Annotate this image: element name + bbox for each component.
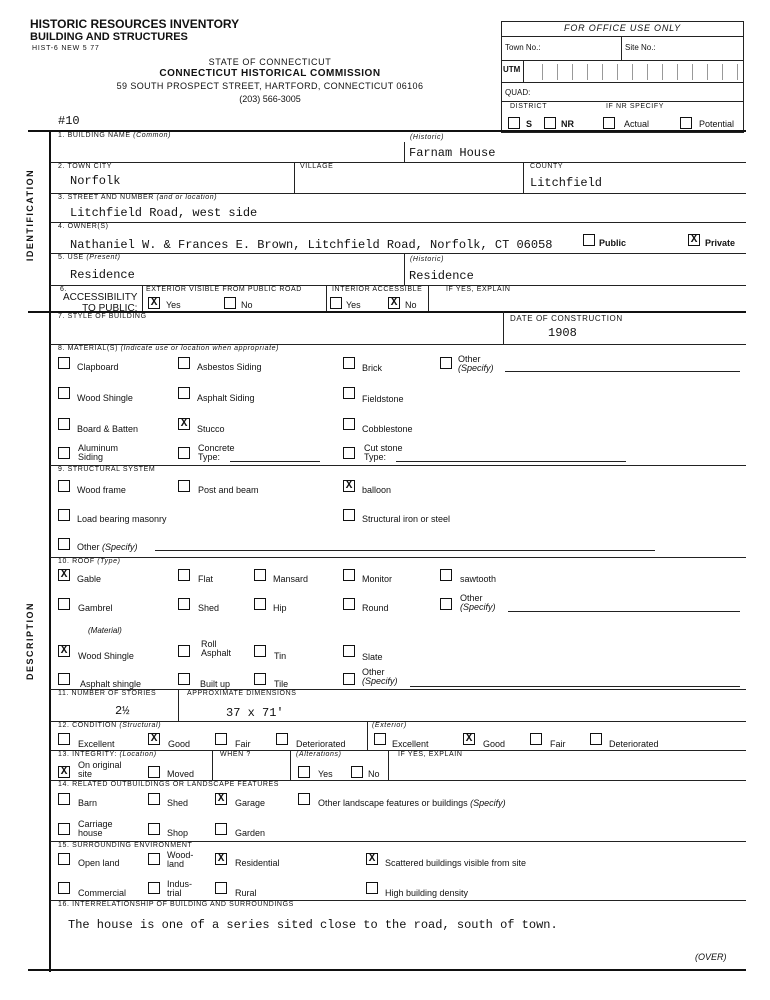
asphalt-shingle-label: Asphalt shingle — [80, 679, 142, 689]
shed-roof-checkbox[interactable] — [178, 598, 190, 610]
exterior-excellent-checkbox[interactable] — [374, 733, 386, 745]
exterior-good-label: Good — [483, 739, 506, 749]
use-label: 5. USE (Present) — [58, 254, 121, 261]
clapboard-label: Clapboard — [77, 362, 119, 372]
site-no-label: Site No.: — [625, 43, 656, 52]
other-landscape-checkbox[interactable] — [298, 793, 310, 805]
roof-wood-shingle-checkbox[interactable]: X — [58, 645, 70, 657]
gable-label: Gable — [77, 574, 102, 584]
round-label: Round — [362, 603, 389, 613]
form-title: HISTORIC RESOURCES INVENTORY — [30, 17, 240, 31]
utm-label: UTM — [503, 65, 521, 74]
hip-checkbox[interactable] — [254, 598, 266, 610]
hip-label: Hip — [273, 603, 287, 613]
fieldstone-label: Fieldstone — [362, 394, 404, 404]
commercial-checkbox[interactable] — [58, 882, 70, 894]
brick-label: Brick — [362, 363, 382, 373]
identification-side-label: IDENTIFICATION — [25, 168, 35, 262]
roll-asphalt-checkbox[interactable] — [178, 645, 190, 657]
exterior-no-label: No — [241, 300, 253, 310]
over-label: (OVER) — [695, 952, 727, 962]
structural-label: 9. STRUCTURAL SYSTEM — [58, 466, 156, 473]
interrelationship-label: 16. INTERRELATIONSHIP OF BUILDING AND SURROUNDINGS — [58, 901, 294, 908]
street-label: 3. STREET AND NUMBER (and or location) — [58, 194, 218, 201]
structural-deteriorated-label: Deteriorated — [296, 739, 346, 749]
clapboard-checkbox[interactable] — [58, 357, 70, 369]
brick-checkbox[interactable] — [343, 357, 355, 369]
cut-stone-checkbox[interactable] — [343, 447, 355, 459]
woodland-label: Wood- land — [167, 850, 194, 869]
inventory-number: #10 — [58, 114, 80, 128]
board-batten-checkbox[interactable] — [58, 418, 70, 430]
shed-roof-label: Shed — [198, 603, 220, 613]
nr-actual-checkbox[interactable] — [603, 117, 615, 129]
tin-checkbox[interactable] — [254, 645, 266, 657]
balloon-label: balloon — [362, 485, 392, 495]
shop-checkbox[interactable] — [148, 823, 160, 835]
concrete-checkbox[interactable] — [178, 447, 190, 459]
commission-address: 59 SOUTH PROSPECT STREET, HARTFORD, CONNECTICUT 06106 — [116, 81, 424, 91]
stories-value: 2½ — [115, 704, 130, 718]
scattered-buildings-label: Scattered buildings visible from site — [385, 858, 527, 868]
exterior-deteriorated-label: Deteriorated — [609, 739, 659, 749]
barn-checkbox[interactable] — [58, 793, 70, 805]
historic-name-value: Farnam House — [409, 146, 496, 160]
form-code: HIST-6 NEW 5 77 — [32, 45, 100, 52]
aluminum-siding-checkbox[interactable] — [58, 447, 70, 459]
scattered-buildings-checkbox[interactable]: X — [366, 853, 378, 865]
asphalt-siding-checkbox[interactable] — [178, 387, 190, 399]
alterations-no-checkbox[interactable] — [351, 766, 363, 778]
structural-fair-checkbox[interactable] — [215, 733, 227, 745]
board-batten-label: Board & Batten — [77, 424, 139, 434]
concrete-label: Concrete Type: — [198, 443, 235, 462]
rural-label: Rural — [235, 888, 257, 898]
materials-other-label: Other (Specify) — [458, 354, 494, 373]
balloon-checkbox[interactable]: X — [343, 480, 355, 492]
built-up-label: Built up — [200, 679, 231, 689]
materials-label: 8. MATERIAL(S) (Indicate use or location when appropriate) — [58, 345, 280, 352]
roof-material-other-checkbox[interactable] — [343, 673, 355, 685]
garage-label: Garage — [235, 798, 266, 808]
owner-value: Nathaniel W. & Frances E. Brown, Litchfield Road, Norfolk, CT 06058 — [70, 238, 553, 252]
wood-frame-label: Wood frame — [77, 485, 126, 495]
commission-name: CONNECTICUT HISTORICAL COMMISSION — [159, 68, 381, 79]
condition-exterior-label: (Exterior) — [372, 722, 407, 729]
high-density-label: High building density — [385, 888, 469, 898]
district-nr-checkbox[interactable] — [544, 117, 556, 129]
interior-no-label: No — [405, 300, 417, 310]
garage-checkbox[interactable]: X — [215, 793, 227, 805]
rural-checkbox[interactable] — [215, 882, 227, 894]
structural-good-checkbox[interactable]: X — [148, 733, 160, 745]
quad-label: QUAD: — [505, 88, 531, 97]
load-bearing-label: Load bearing masonry — [77, 514, 167, 524]
structural-iron-checkbox[interactable] — [343, 509, 355, 521]
exterior-good-checkbox[interactable]: X — [463, 733, 475, 745]
cobblestone-label: Cobblestone — [362, 424, 413, 434]
commission-phone: (203) 566-3005 — [239, 94, 301, 104]
industrial-checkbox[interactable] — [148, 882, 160, 894]
roof-wood-shingle-label: Wood Shingle — [78, 651, 134, 661]
structural-excellent-label: Excellent — [78, 739, 115, 749]
gambrel-label: Gambrel — [78, 603, 113, 613]
use-historic-label: (Historic) — [410, 256, 444, 263]
alterations-yes-label: Yes — [318, 769, 333, 779]
shop-label: Shop — [167, 828, 189, 838]
garden-label: Garden — [235, 828, 266, 838]
structural-other-label: Other (Specify) — [77, 542, 138, 552]
interrelationship-value: The house is one of a series sited close to the road, south of town. — [68, 918, 558, 932]
district-nr-label: NR — [561, 119, 574, 129]
county-label: COUNTY — [530, 163, 564, 170]
style-label: 7. STYLE OF BUILDING — [58, 313, 147, 320]
owner-public-checkbox[interactable] — [583, 234, 595, 246]
open-land-checkbox[interactable] — [58, 853, 70, 865]
nr-potential-checkbox[interactable] — [680, 117, 692, 129]
round-checkbox[interactable] — [343, 598, 355, 610]
use-historic-value: Residence — [409, 269, 474, 283]
owner-label: 4. OWNER(S) — [58, 223, 109, 230]
building-historic-label: (Historic) — [410, 134, 444, 141]
barn-label: Barn — [78, 798, 98, 808]
street-value: Litchfield Road, west side — [70, 206, 258, 220]
exterior-fair-checkbox[interactable] — [530, 733, 542, 745]
use-present-value: Residence — [70, 268, 135, 282]
district-s-label: S — [526, 119, 533, 129]
mansard-label: Mansard — [273, 574, 309, 584]
open-land-label: Open land — [78, 858, 120, 868]
structural-good-label: Good — [168, 739, 191, 749]
date-construction-label: DATE OF CONSTRUCTION — [510, 314, 623, 323]
asphalt-shingle-checkbox[interactable] — [58, 673, 70, 685]
exterior-no-checkbox[interactable] — [224, 297, 236, 309]
nr-specify-label: IF NR SPECIFY — [606, 103, 664, 110]
exterior-fair-label: Fair — [550, 739, 566, 749]
carriage-house-checkbox[interactable] — [58, 823, 70, 835]
other-landscape-label: Other landscape features or buildings (Specify) — [318, 798, 506, 808]
on-original-site-label: On original site — [78, 760, 122, 779]
slate-checkbox[interactable] — [343, 645, 355, 657]
district-label: DISTRICT — [510, 103, 548, 110]
county-value: Litchfield — [530, 176, 603, 190]
garden-checkbox[interactable] — [215, 823, 227, 835]
mansard-checkbox[interactable] — [254, 569, 266, 581]
wood-frame-checkbox[interactable] — [58, 480, 70, 492]
outbuilding-shed-label: Shed — [167, 798, 189, 808]
integrity-when-label: WHEN ? — [220, 751, 251, 758]
structural-iron-label: Structural iron or steel — [362, 514, 451, 524]
carriage-house-label: Carriage house — [78, 819, 113, 838]
roof-material-other-label: Other (Specify) — [362, 667, 398, 686]
exterior-yes-checkbox[interactable]: X — [148, 297, 160, 309]
state-line: STATE OF CONNECTICUT — [208, 57, 332, 67]
roof-material-label: (Material) — [88, 626, 122, 635]
building-name-label: 1. BUILDING NAME (Common) — [58, 132, 172, 139]
owner-public-label: Public — [599, 238, 627, 248]
woodland-checkbox[interactable] — [148, 853, 160, 865]
integrity-if-yes-label: IF YES, EXPLAIN — [398, 751, 463, 758]
post-beam-label: Post and beam — [198, 485, 259, 495]
moved-label: Moved — [167, 769, 195, 779]
sawtooth-checkbox[interactable] — [440, 569, 452, 581]
flat-checkbox[interactable] — [178, 569, 190, 581]
access-label: ACCESSIBILITY TO PUBLIC: — [63, 292, 138, 314]
roof-other-label: Other (Specify) — [460, 593, 496, 612]
wood-shingle-label: Wood Shingle — [77, 393, 133, 403]
structural-deteriorated-checkbox[interactable] — [276, 733, 288, 745]
post-beam-checkbox[interactable] — [178, 480, 190, 492]
access-if-yes-label: IF YES, EXPLAIN — [446, 286, 511, 293]
roof-other-checkbox[interactable] — [440, 598, 452, 610]
stories-label: 11. NUMBER OF STORIES — [58, 690, 157, 697]
utm-grid — [528, 64, 740, 80]
monitor-label: Monitor — [362, 574, 393, 584]
stucco-label: Stucco — [197, 424, 225, 434]
outbuildings-label: 14. RELATED OUTBUILDINGS OR LANDSCAPE FEATURES — [58, 781, 280, 788]
interior-yes-label: Yes — [346, 300, 361, 310]
flat-label: Flat — [198, 574, 214, 584]
residential-label: Residential — [235, 858, 280, 868]
asbestos-siding-checkbox[interactable] — [178, 357, 190, 369]
town-label: 2. TOWN CITY — [58, 163, 113, 170]
form-subtitle: BUILDING AND STRUCTURES — [30, 31, 188, 43]
exterior-yes-label: Yes — [166, 300, 181, 310]
district-s-checkbox[interactable] — [508, 117, 520, 129]
on-original-site-checkbox[interactable]: X — [58, 766, 70, 778]
moved-checkbox[interactable] — [148, 766, 160, 778]
town-value: Norfolk — [70, 174, 121, 188]
fieldstone-checkbox[interactable] — [343, 387, 355, 399]
nr-actual-label: Actual — [624, 119, 650, 129]
exterior-excellent-label: Excellent — [392, 739, 429, 749]
environment-label: 15. SURROUNDING ENVIRONMENT — [58, 842, 193, 849]
built-up-checkbox[interactable] — [178, 673, 190, 685]
residential-checkbox[interactable]: X — [215, 853, 227, 865]
structural-excellent-checkbox[interactable] — [58, 733, 70, 745]
roof-label: 10. ROOF (Type) — [58, 558, 121, 565]
condition-label: 12. CONDITION (Structural) — [58, 722, 162, 729]
wood-shingle-checkbox[interactable] — [58, 387, 70, 399]
interior-accessible-label: INTERIOR ACCESSIBLE — [332, 286, 423, 293]
load-bearing-checkbox[interactable] — [58, 509, 70, 521]
slate-label: Slate — [362, 652, 383, 662]
office-use-title: FOR OFFICE USE ONLY — [564, 23, 681, 33]
industrial-label: Indus- trial — [167, 879, 193, 898]
asbestos-siding-label: Asbestos Siding — [197, 362, 262, 372]
aluminum-siding-label: Aluminum Siding — [78, 443, 119, 462]
tin-label: Tin — [274, 651, 287, 661]
owner-private-checkbox[interactable]: X — [688, 234, 700, 246]
dimensions-label: APPROXIMATE DIMENSIONS — [187, 690, 297, 697]
tile-checkbox[interactable] — [254, 673, 266, 685]
high-density-checkbox[interactable] — [366, 882, 378, 894]
monitor-checkbox[interactable] — [343, 569, 355, 581]
cut-stone-label: Cut stone Type: — [364, 443, 403, 462]
asphalt-siding-label: Asphalt Siding — [197, 393, 255, 403]
town-no-label: Town No.: — [505, 43, 541, 52]
exterior-deteriorated-checkbox[interactable] — [590, 733, 602, 745]
integrity-label: 13. INTEGRITY: (Location) — [58, 751, 157, 758]
cobblestone-checkbox[interactable] — [343, 418, 355, 430]
structural-fair-label: Fair — [235, 739, 251, 749]
materials-other-checkbox[interactable] — [440, 357, 452, 369]
exterior-visible-label: EXTERIOR VISIBLE FROM PUBLIC ROAD — [146, 286, 302, 293]
access-number: 6. — [60, 286, 68, 293]
interior-no-checkbox[interactable]: X — [388, 297, 400, 309]
roll-asphalt-label: Roll Asphalt — [201, 639, 232, 658]
owner-private-label: Private — [705, 238, 736, 248]
description-side-label: DESCRIPTION — [25, 602, 35, 681]
sawtooth-label: sawtooth — [460, 574, 497, 584]
interior-yes-checkbox[interactable] — [330, 297, 342, 309]
alterations-no-label: No — [368, 769, 380, 779]
dimensions-value: 37 x 71' — [226, 706, 284, 720]
gable-checkbox[interactable]: X — [58, 569, 70, 581]
date-construction-value: 1908 — [548, 326, 577, 340]
tile-label: Tile — [274, 679, 289, 689]
commercial-label: Commercial — [78, 888, 127, 898]
stucco-checkbox[interactable]: X — [178, 418, 190, 430]
village-label: VILLAGE — [300, 163, 334, 170]
outbuilding-shed-checkbox[interactable] — [148, 793, 160, 805]
nr-potential-label: Potential — [699, 119, 735, 129]
structural-other-checkbox[interactable] — [58, 538, 70, 550]
integrity-alterations-label: (Alterations) — [296, 751, 342, 758]
alterations-yes-checkbox[interactable] — [298, 766, 310, 778]
gambrel-checkbox[interactable] — [58, 598, 70, 610]
